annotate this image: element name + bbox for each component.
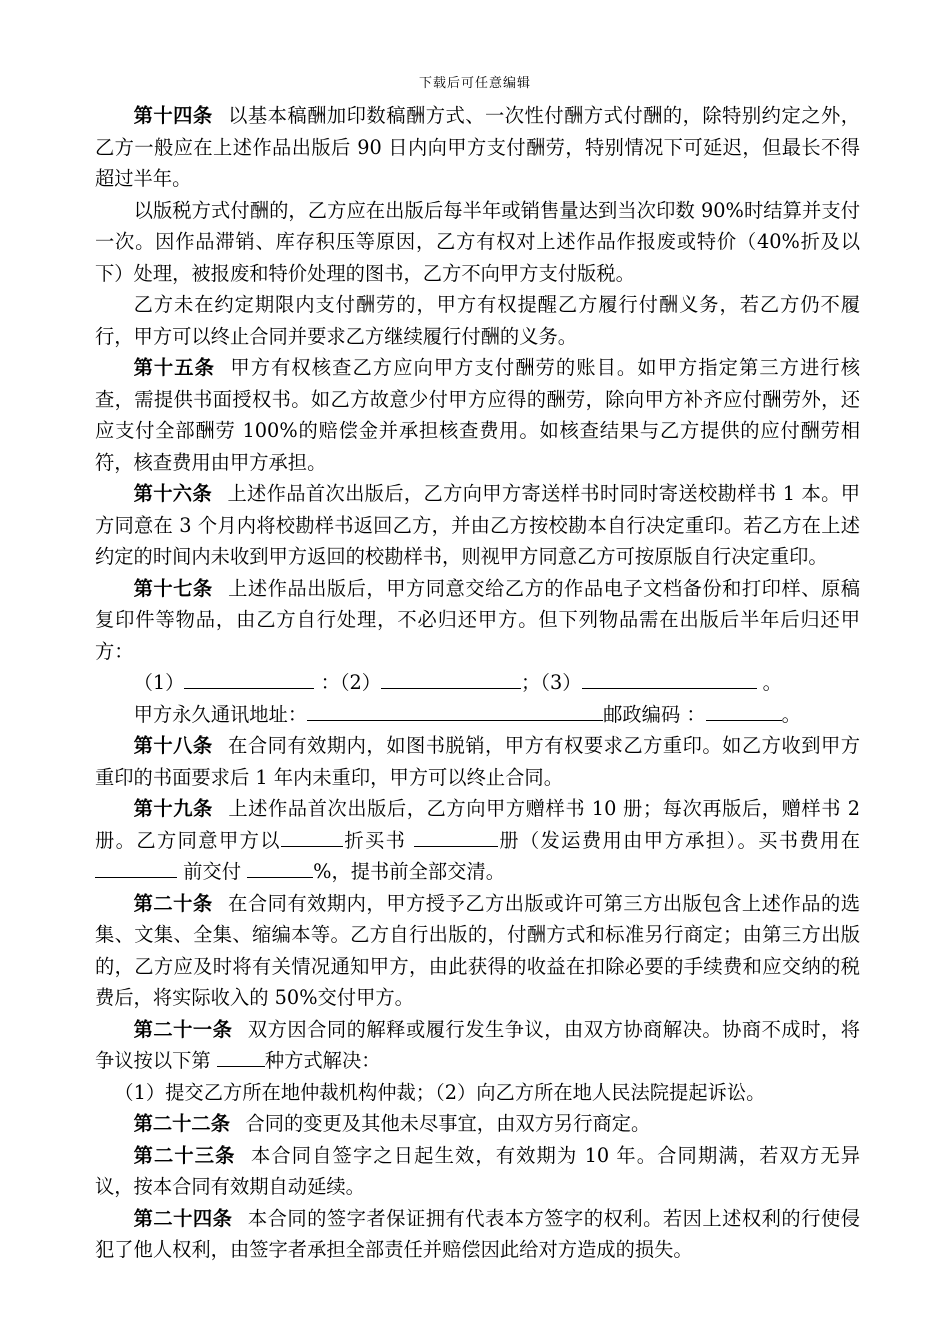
article-21-text-1: 双方因合同的解释或履行发生争议，由双方协商解决。协商不成时，将争议按以下第 <box>95 1017 860 1072</box>
payment-date-blank[interactable] <box>95 859 177 878</box>
address-label: 甲方永久通讯地址： <box>133 702 308 726</box>
article-23 <box>95 1140 860 1203</box>
article-23-title: 第二十三条 <box>133 1143 236 1167</box>
article-20-text: 在合同有效期内，甲方授予乙方出版或许可第三方出版包含上述作品的选集、文集、全集、缩编本等。乙方自行出版的，付酬方式和标准另行商定；由第三方出版的，乙方应及时将有关情况通知甲方，由此获得的收益在扣除必要的手续费和应交纳的税费后，将实际收入的 50%交付甲方。 <box>95 891 861 1009</box>
article-18 <box>95 730 860 793</box>
article-24 <box>95 1203 860 1266</box>
item-2-label: （2） <box>339 671 382 694</box>
article-19-text-3: 册（发运费用由甲方承担）。买书费用在 <box>497 828 861 852</box>
postcode-end: 。 <box>781 702 801 726</box>
article-18-text: 在合同有效期内，如图书脱销，甲方有权要求乙方重印。如乙方收到甲方重印的书面要求后 1 年内未重印，甲方可以终止合同。 <box>95 734 861 789</box>
article-18-title: 第十八条 <box>133 734 213 757</box>
address-line <box>95 699 860 731</box>
article-14-paragraph-2: 以版税方式付酬的，乙方应在出版后每半年或销售量达到当次印数 90%时结算并支付一次。因作品滞销、库存积压等原因，乙方有权对上述作品作报废或特价（40%折及以下）处理，被报废和特价处理的图书，乙方不向甲方支付版税。 <box>95 198 860 285</box>
article-19-text-4: 前交付 <box>183 860 241 883</box>
article-15-title: 第十五条 <box>133 356 215 379</box>
article-15 <box>95 352 860 478</box>
payment-percent-blank[interactable] <box>247 859 313 878</box>
article-19-title: 第十九条 <box>133 797 213 820</box>
item-1-blank[interactable] <box>184 670 314 689</box>
article-20-title: 第二十条 <box>133 891 213 915</box>
item-1-separator: ： <box>320 671 340 694</box>
article-21 <box>95 1014 860 1077</box>
article-17-title: 第十七条 <box>133 576 213 600</box>
address-blank[interactable] <box>307 701 603 720</box>
item-3-blank[interactable] <box>582 670 757 689</box>
article-16-text: 上述作品首次出版后，乙方向甲方寄送样书时同时寄送校勘样书 1 本。甲方同意在 3 个月内将校勘样书返回乙方，并由乙方按校勘本自行决定重印。若乙方在上述约定的时间内未收到甲方返回的校勘样书，则视甲方同意乙方可按原版自行决定重印。 <box>95 482 860 568</box>
article-24-title: 第二十四条 <box>133 1206 233 1230</box>
discount-blank[interactable] <box>281 827 343 846</box>
article-23-text: 本合同自签字之日起生效，有效期为 10 年。合同期满，若双方无异议，按本合同有效期自动延续。 <box>95 1143 860 1198</box>
article-16 <box>95 478 860 573</box>
dispute-method-blank[interactable] <box>217 1048 265 1067</box>
article-19-text-2: 折买书 <box>342 828 407 852</box>
article-24-text: 本合同的签字者保证拥有代表本方签字的权利。若因上述权利的行使侵犯了他人权利，由签字者承担全部责任并赔偿因此给对方造成的损失。 <box>95 1206 860 1261</box>
article-16-title: 第十六条 <box>133 482 213 505</box>
item-2-separator: ； <box>521 671 541 694</box>
article-19-text-1: 上述作品首次出版后，乙方向甲方赠样书 10 册；每次再版后，赠样书 2 册。乙方同意甲方以 <box>95 797 861 852</box>
article-14-text: 以基本稿酬加印数稿酬方式、一次性付酬方式付酬的，除特别约定之外，乙方一般应在上述作品出版后 90 日内向甲方支付酬劳，特别情况下可延迟，但最长不得超过半年。 <box>95 104 861 190</box>
article-20 <box>95 888 860 1014</box>
postcode-label: 邮政编码 ： <box>603 702 706 726</box>
contract-body <box>95 100 860 1266</box>
quantity-blank[interactable] <box>414 827 498 846</box>
article-21-options: （1）提交乙方所在地仲裁机构仲裁；（2）向乙方所在地人民法院提起诉讼。 <box>114 1080 766 1104</box>
item-3-label: （3） <box>540 671 582 694</box>
article-22 <box>95 1108 860 1140</box>
article-14 <box>95 100 860 195</box>
item-2-blank[interactable] <box>381 670 521 689</box>
page-header: 下载后可任意编辑 <box>418 76 531 91</box>
article-21-title: 第二十一条 <box>133 1017 233 1041</box>
article-15-text: 甲方有权核查乙方应向甲方支付酬劳的账目。如甲方指定第三方进行核查，需提供书面授权书。如乙方故意少付甲方应得的酬劳，除向甲方补齐应付酬劳外，还应支付全部酬劳 100%的赔偿金并承担核查费用。如核查结果与乙方提供的应付酬劳相符，核查费用由甲方承担。 <box>95 356 860 474</box>
article-21-text-2: 种方式解决： <box>264 1049 381 1072</box>
items-end: 。 <box>762 671 782 694</box>
article-22-title: 第二十二条 <box>133 1112 230 1135</box>
article-22-text: 合同的变更及其他未尽事宜，由双方另行商定。 <box>245 1112 651 1135</box>
article-14-title: 第十四条 <box>133 104 213 127</box>
article-14-paragraph-3: 乙方未在约定期限内支付酬劳的，甲方有权提醒乙方履行付酬义务，若乙方仍不履行，甲方可以终止合同并要求乙方继续履行付酬的义务。 <box>95 293 860 348</box>
item-1-label: （1） <box>133 671 185 694</box>
article-17-text: 上述作品出版后，甲方同意交给乙方的作品电子文档备份和打印样、原稿复印件等物品，由乙方自行处理，不必归还甲方。但下列物品需在出版后半年后归还甲方： <box>95 576 861 663</box>
article-19 <box>95 793 860 888</box>
article-19-text-5: %，提书前全部交清。 <box>313 860 505 883</box>
article-17-items-line <box>95 667 860 699</box>
article-17 <box>95 573 860 668</box>
postcode-blank[interactable] <box>706 701 782 720</box>
